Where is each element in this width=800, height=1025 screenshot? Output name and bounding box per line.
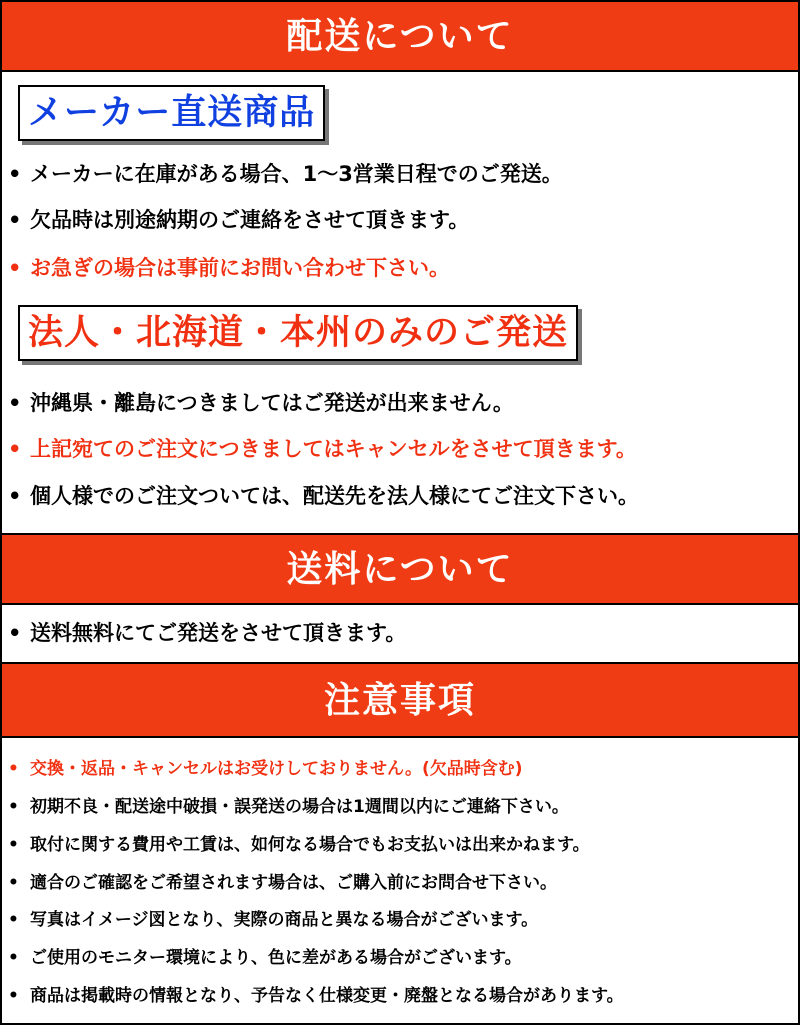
fee-line-free: • 送料無料にてご発送をさせて頂きます。 xyxy=(8,621,407,645)
bullet-icon: • xyxy=(8,162,22,186)
notes-line-compatibility: • 適合のご確認をご希望されます場合は、ご購入前にお問合せ下さい。 xyxy=(8,873,557,893)
notes-line-no-returns: • 交換・返品・キャンセルはお受けしておりません。(欠品時含む) xyxy=(8,759,523,779)
notes-line-defects: • 初期不良・配送途中破損・誤発送の場合は1週間以内にご連絡下さい。 xyxy=(8,797,569,817)
notes-line-spec-change: • 商品は掲載時の情報となり、予告なく仕様変更・廃盤となる場合があります。 xyxy=(8,986,624,1006)
bullet-icon: • xyxy=(8,208,22,232)
bullet-icon: • xyxy=(8,835,19,855)
maker-line-stock: • メーカーに在庫がある場合、1～3営業日程でのご発送。 xyxy=(8,162,563,186)
bullet-icon: • xyxy=(8,910,19,930)
corporate-line-cancel: • 上記宛てのご注文につきましてはキャンセルをさせて頂きます。 xyxy=(8,437,637,461)
bullet-icon: • xyxy=(8,621,22,645)
bullet-icon: • xyxy=(8,986,19,1006)
notes-line-install-costs: • 取付に関する費用や工賃は、如何なる場合でもお支払いは出来かねます。 xyxy=(8,835,590,855)
notes-section-header: 注意事項 xyxy=(2,662,798,738)
bullet-icon: • xyxy=(8,391,22,415)
maker-line-urgent: • お急ぎの場合は事前にお問い合わせ下さい。 xyxy=(8,256,450,280)
corporate-line-individual: • 個人様でのご注文ついては、配送先を法人様にてご注文下さい。 xyxy=(8,484,639,508)
maker-line-backorder: • 欠品時は別途納期のご連絡をさせて頂きます。 xyxy=(8,208,470,232)
bullet-icon: • xyxy=(8,437,22,461)
notes-line-photo: • 写真はイメージ図となり、実際の商品と異なる場合がございます。 xyxy=(8,910,539,930)
bullet-icon: • xyxy=(8,256,22,280)
fee-section-header: 送料について xyxy=(2,533,798,605)
bullet-icon: • xyxy=(8,948,19,968)
bullet-icon: • xyxy=(8,797,19,817)
shipping-section-header: 配送について xyxy=(2,2,798,72)
corporate-line-islands: • 沖縄県・離島につきましてはご発送が出来ません。 xyxy=(8,391,514,415)
corporate-only-label: 法人・北海道・本州のみのご発送 xyxy=(18,305,578,361)
bullet-icon: • xyxy=(8,759,19,779)
bullet-icon: • xyxy=(8,873,19,893)
bullet-icon: • xyxy=(8,484,22,508)
notes-line-monitor: • ご使用のモニター環境により、色に差がある場合がございます。 xyxy=(8,948,522,968)
maker-direct-label: メーカー直送商品 xyxy=(18,85,325,141)
